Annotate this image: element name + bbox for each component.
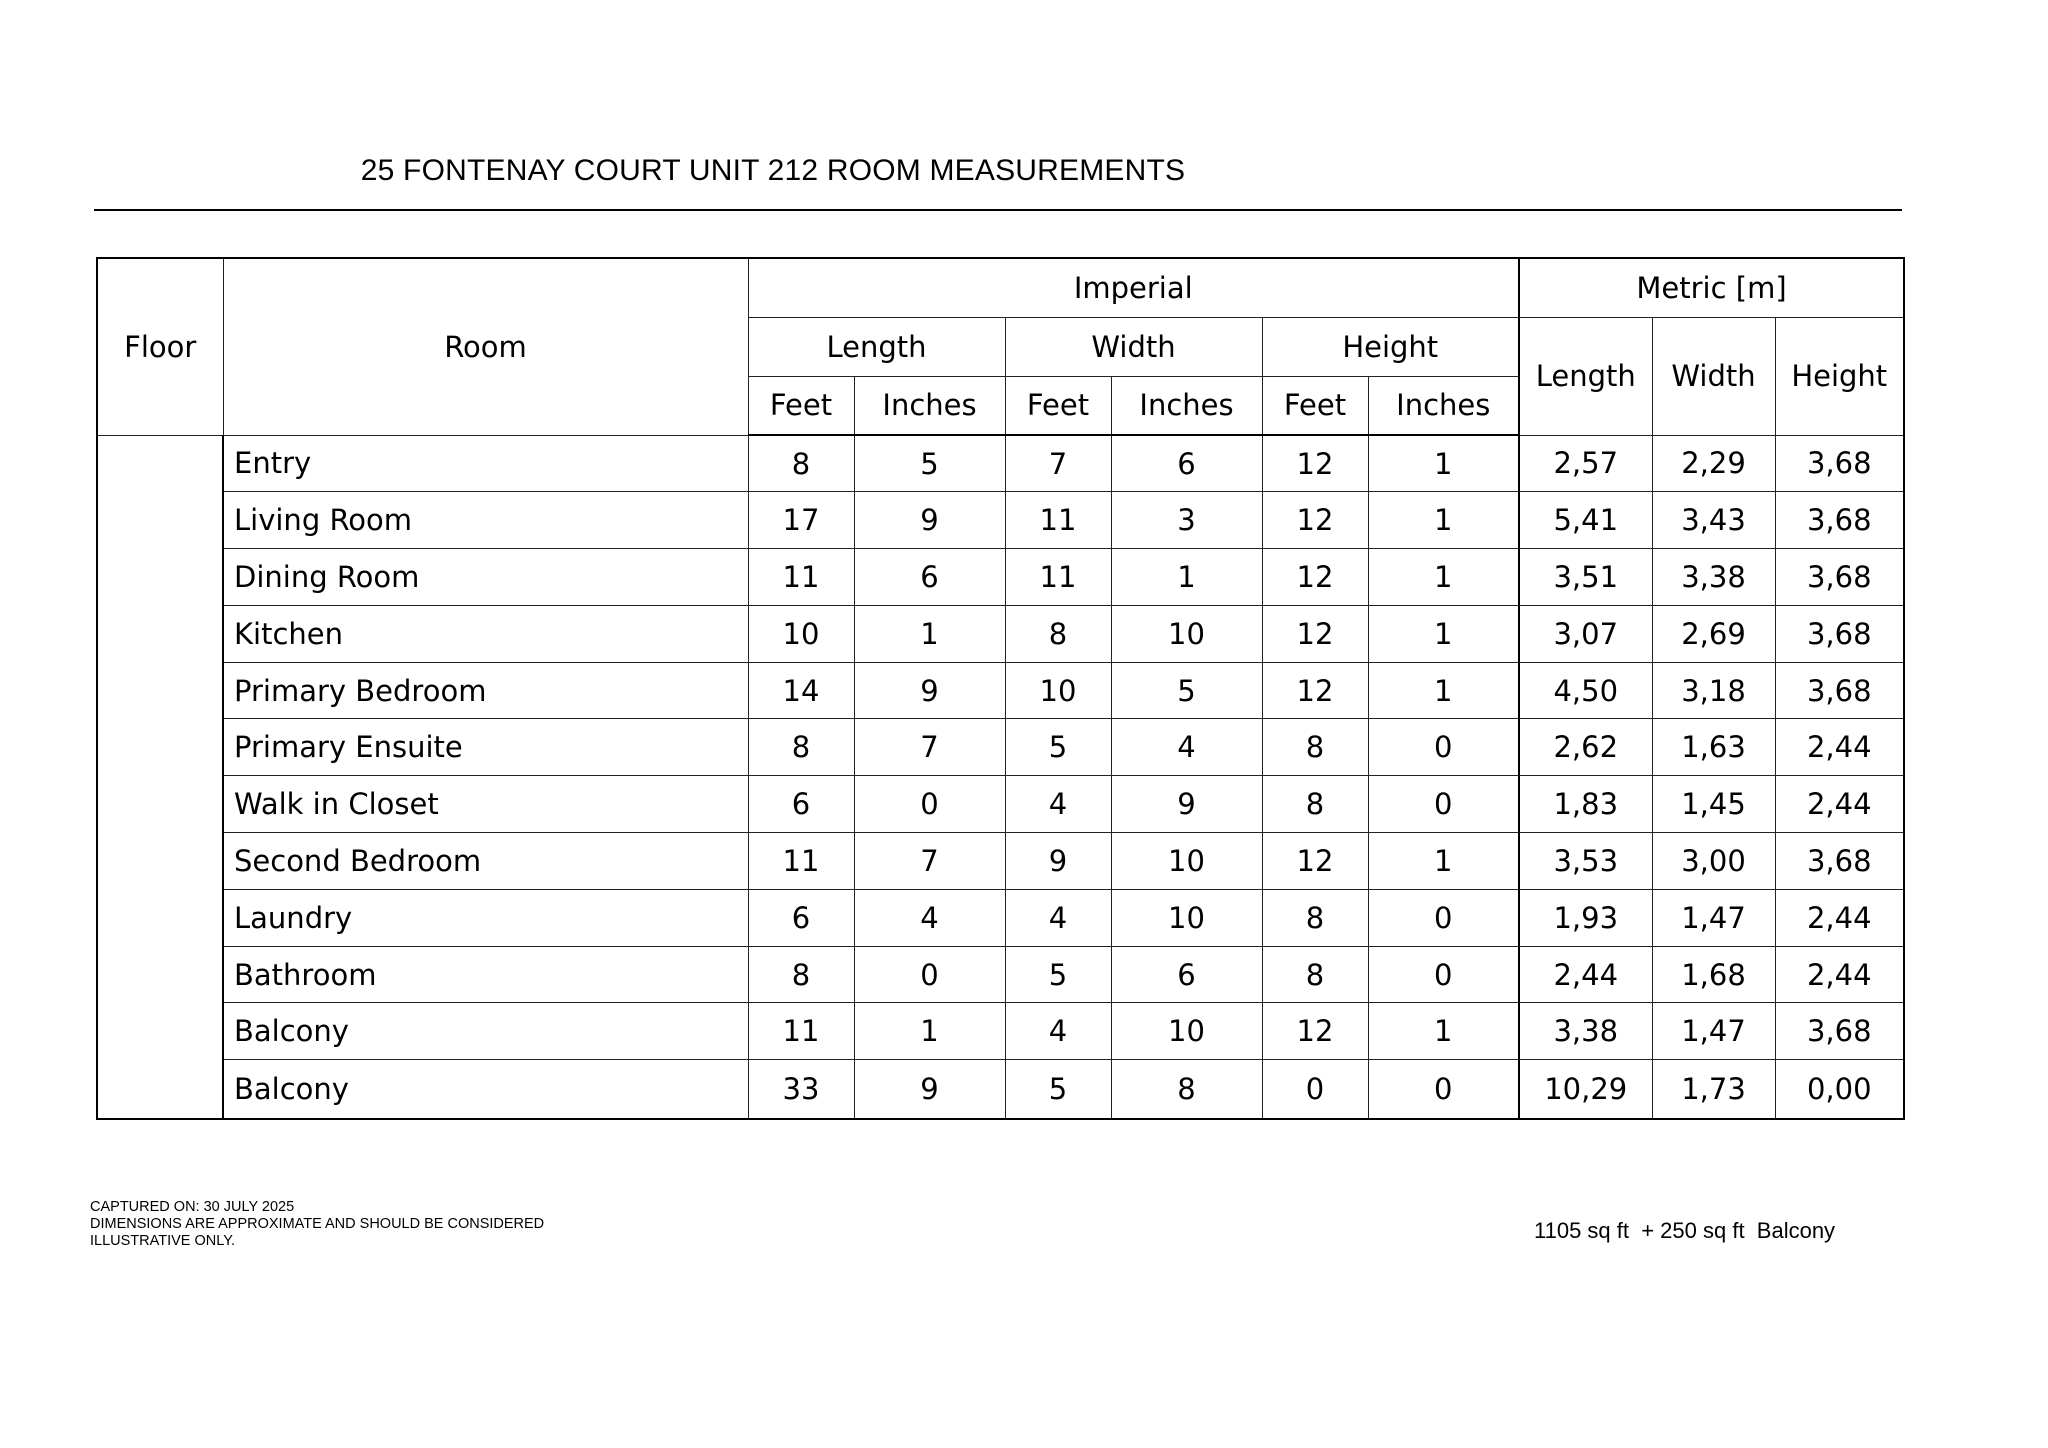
metric-height-cell: 2,44: [1775, 719, 1904, 776]
header-metric-length: Length: [1519, 317, 1652, 435]
width-inches-cell: 10: [1111, 833, 1262, 890]
footnote-captured-date: CAPTURED ON: 30 JULY 2025: [90, 1199, 295, 1215]
height-feet-cell: 8: [1262, 889, 1368, 946]
header-room: Room: [223, 258, 748, 435]
width-feet-cell: 10: [1005, 662, 1111, 719]
metric-width-cell: 2,29: [1652, 435, 1775, 492]
header-floor: Floor: [97, 258, 223, 435]
width-inches-cell: 10: [1111, 1003, 1262, 1060]
length-inches-cell: 4: [854, 889, 1005, 946]
height-feet-cell: 12: [1262, 605, 1368, 662]
metric-length-cell: 10,29: [1519, 1060, 1652, 1119]
metric-width-cell: 1,45: [1652, 776, 1775, 833]
width-feet-cell: 5: [1005, 1060, 1111, 1119]
metric-width-cell: 3,43: [1652, 492, 1775, 549]
length-feet-cell: 33: [748, 1060, 854, 1119]
length-inches-cell: 1: [854, 1003, 1005, 1060]
metric-length-cell: 2,57: [1519, 435, 1652, 492]
length-inches-cell: 7: [854, 833, 1005, 890]
width-inches-cell: 6: [1111, 946, 1262, 1003]
metric-length-cell: 2,44: [1519, 946, 1652, 1003]
metric-height-cell: 3,68: [1775, 662, 1904, 719]
width-inches-cell: 1: [1111, 549, 1262, 606]
table-row: [97, 492, 1904, 549]
header-length-feet: Feet: [748, 376, 854, 435]
height-inches-cell: 0: [1368, 719, 1519, 776]
metric-height-cell: 3,68: [1775, 1003, 1904, 1060]
height-inches-cell: 1: [1368, 605, 1519, 662]
width-feet-cell: 11: [1005, 549, 1111, 606]
length-feet-cell: 11: [748, 1003, 854, 1060]
width-inches-cell: 5: [1111, 662, 1262, 719]
metric-width-cell: 1,47: [1652, 1003, 1775, 1060]
length-inches-cell: 1: [854, 605, 1005, 662]
height-inches-cell: 1: [1368, 662, 1519, 719]
floor-cell: [97, 435, 223, 1119]
metric-width-cell: 1,47: [1652, 889, 1775, 946]
metric-height-cell: 3,68: [1775, 492, 1904, 549]
table-row: [97, 605, 1904, 662]
table-row: [97, 719, 1904, 776]
table-row: [97, 833, 1904, 890]
table-row: [97, 1060, 1904, 1119]
width-feet-cell: 4: [1005, 1003, 1111, 1060]
footnote-disclaimer-line2: ILLUSTRATIVE ONLY.: [90, 1233, 236, 1249]
metric-height-cell: 3,68: [1775, 549, 1904, 606]
table-body: [97, 435, 1904, 1119]
room-name-cell: Balcony: [223, 1060, 748, 1119]
metric-width-cell: 1,63: [1652, 719, 1775, 776]
metric-width-cell: 3,38: [1652, 549, 1775, 606]
room-name-cell: Walk in Closet: [223, 776, 748, 833]
width-inches-cell: 10: [1111, 889, 1262, 946]
metric-length-cell: 4,50: [1519, 662, 1652, 719]
height-inches-cell: 0: [1368, 776, 1519, 833]
document-title: 25 FONTENAY COURT UNIT 212 ROOM MEASUREMENTS: [360, 154, 1186, 187]
metric-length-cell: 3,38: [1519, 1003, 1652, 1060]
room-name-cell: Balcony: [223, 1003, 748, 1060]
width-inches-cell: 8: [1111, 1060, 1262, 1119]
width-feet-cell: 9: [1005, 833, 1111, 890]
metric-width-cell: 3,00: [1652, 833, 1775, 890]
width-feet-cell: 8: [1005, 605, 1111, 662]
header-metric: Metric [m]: [1519, 258, 1904, 317]
table-row: [97, 889, 1904, 946]
width-inches-cell: 9: [1111, 776, 1262, 833]
height-inches-cell: 1: [1368, 549, 1519, 606]
header-height-inches: Inches: [1368, 376, 1519, 435]
metric-width-cell: 1,68: [1652, 946, 1775, 1003]
metric-height-cell: 0,00: [1775, 1060, 1904, 1119]
table-row: [97, 776, 1904, 833]
header-imperial-length: Length: [748, 317, 1005, 376]
header-length-inches: Inches: [854, 376, 1005, 435]
width-inches-cell: 6: [1111, 435, 1262, 492]
length-feet-cell: 11: [748, 833, 854, 890]
metric-height-cell: 3,68: [1775, 435, 1904, 492]
footnote: [90, 1199, 544, 1250]
room-name-cell: Laundry: [223, 889, 748, 946]
table-row: [97, 946, 1904, 1003]
table-row: [97, 1003, 1904, 1060]
header-metric-height: Height: [1775, 317, 1904, 435]
height-inches-cell: 0: [1368, 946, 1519, 1003]
room-name-cell: Bathroom: [223, 946, 748, 1003]
width-inches-cell: 3: [1111, 492, 1262, 549]
length-feet-cell: 10: [748, 605, 854, 662]
width-feet-cell: 4: [1005, 776, 1111, 833]
metric-length-cell: 3,51: [1519, 549, 1652, 606]
length-inches-cell: 5: [854, 435, 1005, 492]
width-feet-cell: 5: [1005, 946, 1111, 1003]
metric-height-cell: 2,44: [1775, 946, 1904, 1003]
length-feet-cell: 6: [748, 889, 854, 946]
height-inches-cell: 0: [1368, 1060, 1519, 1119]
height-inches-cell: 1: [1368, 492, 1519, 549]
height-inches-cell: 1: [1368, 435, 1519, 492]
height-feet-cell: 12: [1262, 435, 1368, 492]
length-inches-cell: 9: [854, 1060, 1005, 1119]
metric-width-cell: 3,18: [1652, 662, 1775, 719]
room-name-cell: Living Room: [223, 492, 748, 549]
height-inches-cell: 1: [1368, 1003, 1519, 1060]
area-summary: 1105 sq ft + 250 sq ft Balcony: [1534, 1218, 1836, 1243]
room-name-cell: Dining Room: [223, 549, 748, 606]
footnote-disclaimer-line1: DIMENSIONS ARE APPROXIMATE AND SHOULD BE CONSIDERED: [90, 1216, 545, 1232]
metric-length-cell: 2,62: [1519, 719, 1652, 776]
metric-length-cell: 1,83: [1519, 776, 1652, 833]
width-inches-cell: 10: [1111, 605, 1262, 662]
width-inches-cell: 4: [1111, 719, 1262, 776]
metric-length-cell: 3,53: [1519, 833, 1652, 890]
header-width-inches: Inches: [1111, 376, 1262, 435]
height-feet-cell: 12: [1262, 662, 1368, 719]
metric-length-cell: 1,93: [1519, 889, 1652, 946]
table-row: [97, 662, 1904, 719]
header-imperial-width: Width: [1005, 317, 1262, 376]
metric-length-cell: 3,07: [1519, 605, 1652, 662]
height-inches-cell: 1: [1368, 833, 1519, 890]
length-inches-cell: 9: [854, 492, 1005, 549]
length-feet-cell: 8: [748, 435, 854, 492]
room-name-cell: Primary Bedroom: [223, 662, 748, 719]
width-feet-cell: 4: [1005, 889, 1111, 946]
metric-height-cell: 3,68: [1775, 605, 1904, 662]
length-inches-cell: 7: [854, 719, 1005, 776]
header-imperial: Imperial: [748, 258, 1519, 317]
metric-width-cell: 1,73: [1652, 1060, 1775, 1119]
metric-height-cell: 2,44: [1775, 889, 1904, 946]
table-row: [97, 435, 1904, 492]
header-metric-width: Width: [1652, 317, 1775, 435]
metric-width-cell: 2,69: [1652, 605, 1775, 662]
header-width-feet: Feet: [1005, 376, 1111, 435]
width-feet-cell: 5: [1005, 719, 1111, 776]
length-feet-cell: 11: [748, 549, 854, 606]
height-feet-cell: 0: [1262, 1060, 1368, 1119]
length-feet-cell: 17: [748, 492, 854, 549]
room-name-cell: Entry: [223, 435, 748, 492]
metric-height-cell: 3,68: [1775, 833, 1904, 890]
length-inches-cell: 0: [854, 946, 1005, 1003]
height-feet-cell: 12: [1262, 833, 1368, 890]
height-feet-cell: 12: [1262, 549, 1368, 606]
length-feet-cell: 14: [748, 662, 854, 719]
header-height-feet: Feet: [1262, 376, 1368, 435]
height-feet-cell: 12: [1262, 1003, 1368, 1060]
header-imperial-height: Height: [1262, 317, 1519, 376]
length-feet-cell: 8: [748, 719, 854, 776]
length-inches-cell: 9: [854, 662, 1005, 719]
height-inches-cell: 0: [1368, 889, 1519, 946]
table-row: [97, 549, 1904, 606]
width-feet-cell: 7: [1005, 435, 1111, 492]
length-inches-cell: 0: [854, 776, 1005, 833]
length-feet-cell: 8: [748, 946, 854, 1003]
height-feet-cell: 8: [1262, 719, 1368, 776]
length-feet-cell: 6: [748, 776, 854, 833]
height-feet-cell: 8: [1262, 946, 1368, 1003]
height-feet-cell: 8: [1262, 776, 1368, 833]
metric-height-cell: 2,44: [1775, 776, 1904, 833]
room-name-cell: Second Bedroom: [223, 833, 748, 890]
room-name-cell: Kitchen: [223, 605, 748, 662]
length-inches-cell: 6: [854, 549, 1005, 606]
title-divider: [94, 209, 1902, 211]
width-feet-cell: 11: [1005, 492, 1111, 549]
height-feet-cell: 12: [1262, 492, 1368, 549]
room-measurements-table: [96, 257, 1905, 1120]
room-name-cell: Primary Ensuite: [223, 719, 748, 776]
metric-length-cell: 5,41: [1519, 492, 1652, 549]
